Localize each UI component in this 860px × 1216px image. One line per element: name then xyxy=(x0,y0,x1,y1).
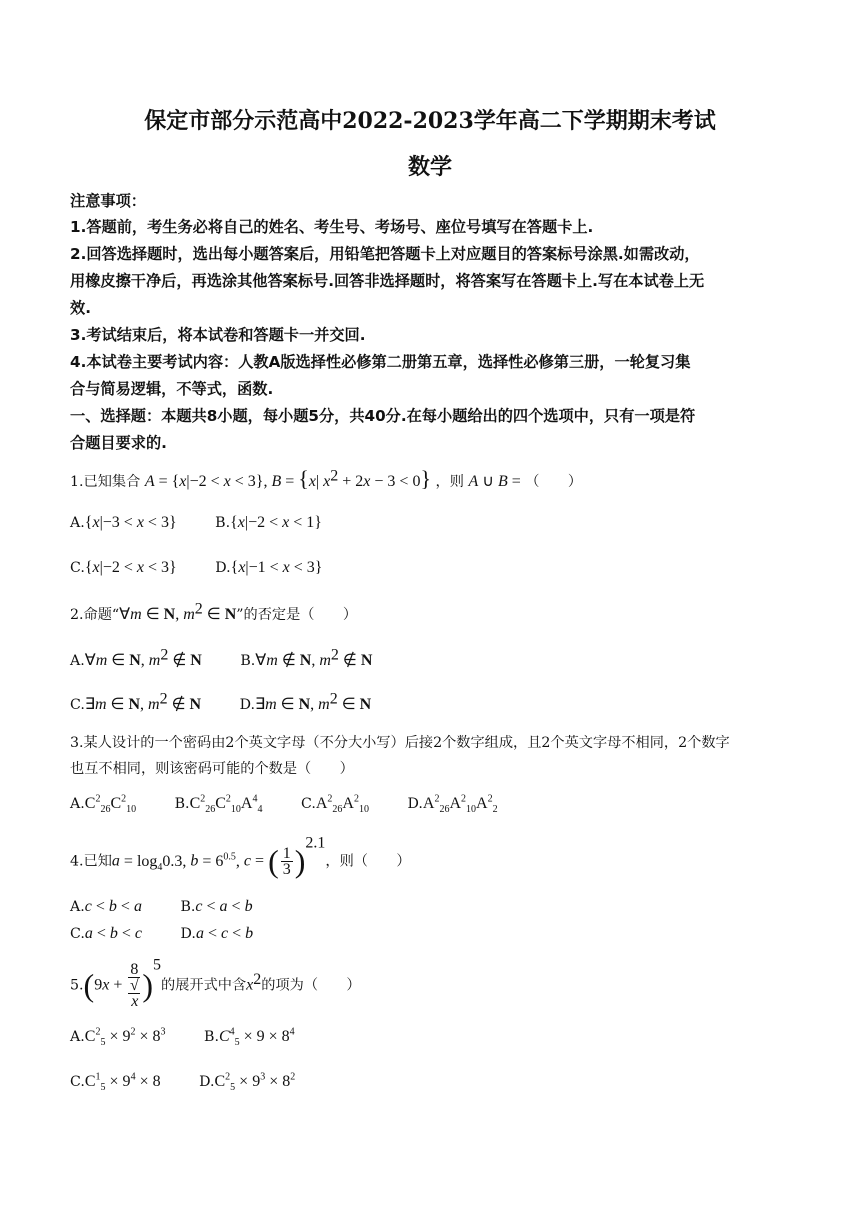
question-1-formula: A xyxy=(144,473,155,490)
question-1-option-a: A.{x|−3 < x < 3} xyxy=(70,514,177,531)
notice-item-4-line-2: 合与简易逻辑，不等式，函数. xyxy=(70,380,274,398)
notice-item-4-line-1: 4.本试卷主要考试内容：人教A版选择性必修第二册第五章，选择性必修第三册，一轮复习集 xyxy=(70,353,691,371)
notice-heading: 注意事项： xyxy=(70,192,146,210)
question-4-option-a: A.c < b < a xyxy=(70,898,142,915)
question-5-option-c: $C.C^1_5 \times 9^4 \times 8$ xyxy=(70,1071,161,1094)
question-1-tail: （ ） xyxy=(525,474,583,490)
question-4-options-ab xyxy=(70,898,287,916)
question-5-prefix: 5. xyxy=(70,977,84,994)
question-5-mid: 的展开式中含 xyxy=(161,977,247,994)
question-4-option-d: D.a < c < b xyxy=(180,925,254,942)
notice-item-2-line-2: 用橡皮擦干净后，再选涂其他答案标号.回答非选择题时，将答案写在答题卡上.写在本试卷上无 xyxy=(70,272,705,290)
question-2-prefix: 2.命题“ xyxy=(70,607,120,623)
question-3-option-a: $A.C^2_{26}C^2_{10}$ xyxy=(70,793,137,816)
question-5-option-a: $A.C^2_5 \times 9^2 \times 8^3$ xyxy=(70,1026,166,1049)
question-2-options-cd xyxy=(70,690,405,714)
question-1-mid: ，则 xyxy=(435,474,464,490)
question-3-line-1: 3.某人设计的一个密码由2个英文字母（不分大小写）后接2个数字组成，且2个英文字母不相同，2个数字 xyxy=(70,735,730,751)
question-4-options-cd xyxy=(70,925,287,943)
section-heading-line-2: 合题目要求的. xyxy=(70,434,167,452)
question-1-options-cd xyxy=(70,559,356,577)
question-2-option-b: B.∀m ∉ N, $m^2$ ∉ N xyxy=(240,646,373,669)
notice-item-2-line-3: 效. xyxy=(70,299,91,317)
question-5-options-cd xyxy=(70,1071,329,1094)
question-4-option-c: C.a < b < c xyxy=(70,925,143,942)
question-1-option-c: C.{x|−2 < x < 3} xyxy=(70,559,177,576)
question-2-option-c: C.∃m ∈ N, $m^2$ ∉ N xyxy=(70,690,202,713)
exam-title: 保定市部分示范高中2022-2023学年高二下学期期末考试 xyxy=(144,108,716,134)
question-3-options xyxy=(70,793,532,816)
question-1: 1.已知集合 A = {x|−2 < x < 3}, B = {x| $x^2 + 2x - 3 < 0$} ，则 A ∪ B = （ ） xyxy=(70,466,583,491)
notice-item-2-line-1: 2.回答选择题时，选出每小题答案后，用铅笔把答题卡上对应题目的答案标号涂黑.如需改动， xyxy=(70,245,700,263)
question-5-options-ab xyxy=(70,1026,329,1049)
question-3-line-2: 也互不相同，则该密码可能的个数是（ ） xyxy=(70,761,354,777)
question-2: 2.命题“∀m ∈ N, $m^2$ ∈ N”的否定是（ ） xyxy=(70,600,358,623)
question-4: 4.已知$a = \log_40.3$, $b = 6^{0.5}$, c = ( $\frac{1}{3}$ )$^{2.1}$，则（ ） xyxy=(70,834,411,879)
question-5-suffix: 的项为（ ） xyxy=(261,977,361,994)
question-2-suffix: ”的否定是（ ） xyxy=(236,607,358,623)
question-1-option-d: D.{x|−1 < x < 3} xyxy=(215,559,323,576)
notice-item-1: 1.答题前，考生务必将自己的姓名、考生号、考场号、座位号填写在答题卡上. xyxy=(70,218,594,236)
question-2-options-ab xyxy=(70,646,406,670)
question-2-option-a: A.∀m ∈ N, $m^2$ ∉ N xyxy=(70,646,202,669)
exam-subject: 数学 xyxy=(407,154,452,180)
question-3-option-d: $D.A^2_{26}A^2_{10}A^2_2$ xyxy=(407,793,498,816)
question-1-prefix: 1.已知集合 xyxy=(70,474,141,490)
question-3-option-c: $C.A^2_{26}A^2_{10}$ xyxy=(300,793,369,816)
question-2-option-d: D.∃m ∈ N, $m^2$ ∈ N xyxy=(239,690,372,713)
question-3-option-b: $B.C^2_{26}C^2_{10}A^4_4$ xyxy=(174,793,263,816)
question-5-option-d: $D.C^2_5 \times 9^3 \times 8^2$ xyxy=(199,1071,296,1094)
question-5: 5.(9x + 8 √ x )$^5$的展开式中含$x^2$的项为（ ） xyxy=(70,956,361,1010)
question-1-options-ab xyxy=(70,514,356,532)
question-4-option-b: B.c < a < b xyxy=(180,898,253,915)
question-1-option-b: B.{x|−2 < x < 1} xyxy=(215,514,322,531)
question-5-option-b: $B.C^4_5 \times 9 \times 8^4$ xyxy=(204,1026,295,1049)
question-4-suffix: ，则（ ） xyxy=(325,853,411,870)
section-heading-line-1: 一、选择题：本题共8小题，每小题5分，共40分.在每小题给出的四个选项中，只有一项是符 xyxy=(70,407,696,425)
notice-item-3: 3.考试结束后，将本试卷和答题卡一并交回. xyxy=(70,326,366,344)
question-4-prefix: 4.已知 xyxy=(70,853,112,870)
